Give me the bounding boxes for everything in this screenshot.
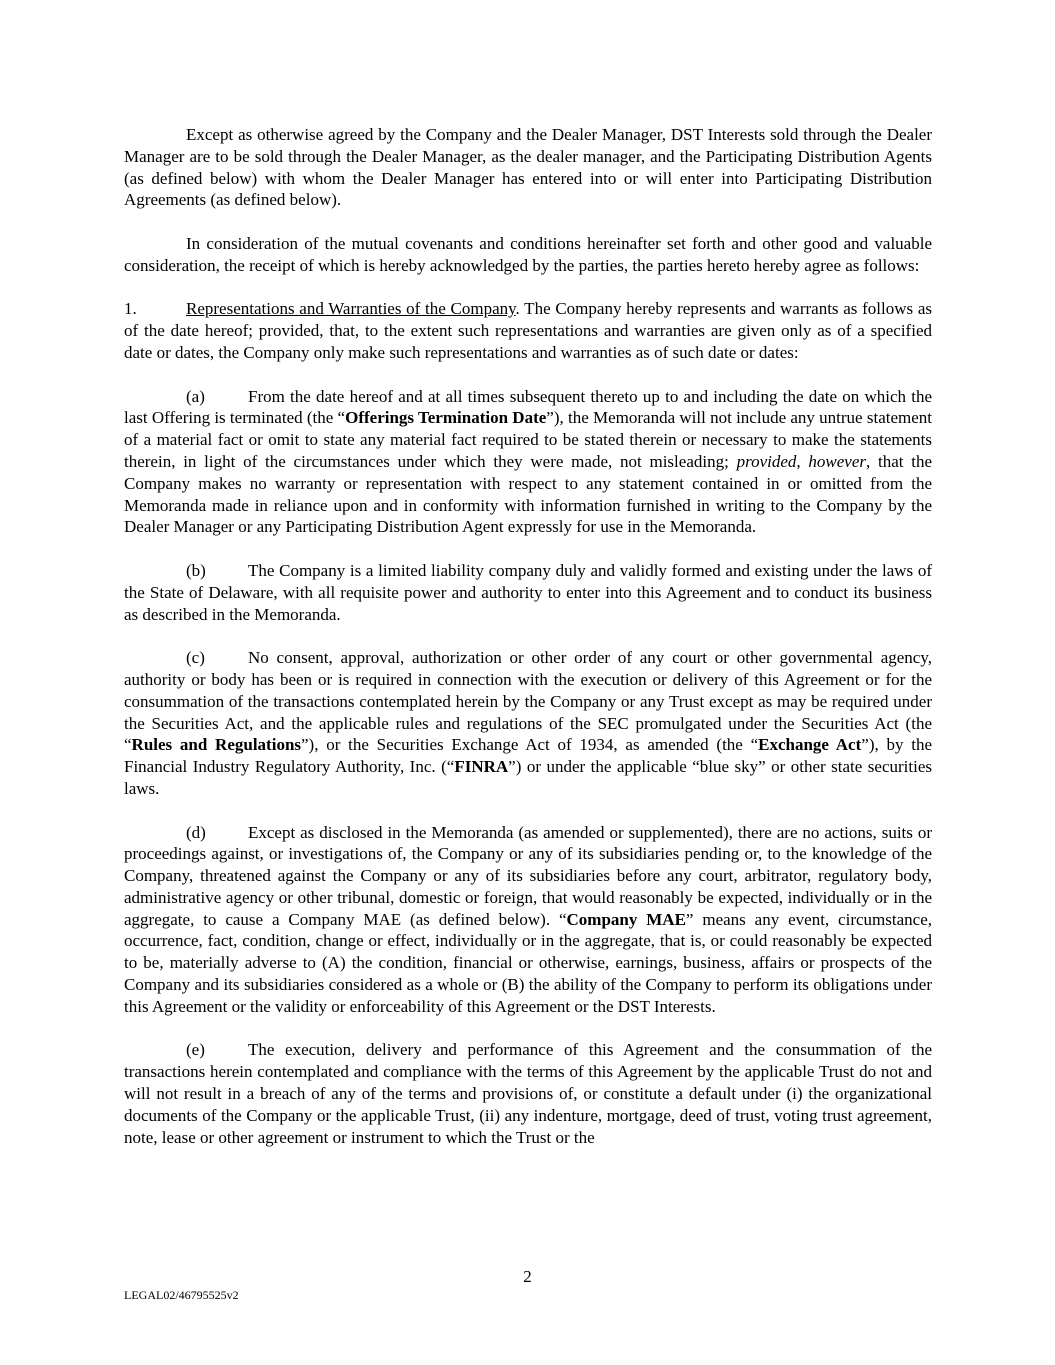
page-number: 2 <box>523 1267 532 1286</box>
defined-term: Exchange Act <box>758 735 862 755</box>
intro-paragraph: Except as otherwise agreed by the Company and the Dealer Manager, DST Interests sold through the Dealer Manager are to be sold through the Dealer Manager, as the dealer manager, and the Participating Distribution Agents (as defined below) with whom the Dealer Manager has entered into or will enter into Participating Distribution Agreements (as defined below). <box>124 125 932 210</box>
consideration-paragraph: In consideration of the mutual covenants and conditions hereinafter set forth and other good and valuable consideration, the receipt of which is hereby acknowledged by the parties, the parties hereto hereby agree as follows: <box>124 233 932 275</box>
clause-text: The execution, delivery and performance of this Agreement and the consummation of the transactions herein contemplated and compliance with the terms of this Agreement by the applicable Trust do not and will not result in a breach of any of the terms and provisions of, or constitute a default under (i) the organizational documents of the Company or the applicable Trust, (ii) any indenture, mortgage, deed of trust, voting trust agreement, note, lease or other agreement or instrument to which the Trust or the <box>124 1040 932 1147</box>
clause-d <box>124 822 932 1018</box>
defined-term: Company MAE <box>566 909 686 929</box>
document-id: LEGAL02/46795525v2 <box>124 1288 239 1302</box>
clause-c <box>124 647 932 800</box>
clause-b <box>124 560 932 625</box>
clause-text: ”), or the Securities Exchange Act of 1934, as amended (the “ <box>301 735 759 755</box>
clause-a <box>124 386 932 539</box>
clause-text: , that the Company makes no warranty or representation with respect to any statement contained in or omitted from the Memoranda made in reliance upon and in conformity with information furnished in writing to the Company by the Dealer Manager or any Participating Distribution Agent expressly for use in the Memoranda. <box>124 451 933 537</box>
defined-term: Rules and Regulations <box>131 735 302 755</box>
clause-text: No consent, approval, authorization or other order of any court or other governmental agency, authority or body has been or is required in connection with the execution or delivery of this Agreement or for the consummation of the transactions contemplated herein by the Company or any Trust except as may be required under the Securities Act, and the applicable rules and regulations of the SEC promulgated under the Securities Act (the “ <box>124 648 932 755</box>
clause-text: ” means any event, circumstance, occurrence, fact, condition, change or effect, individually or in the aggregate, that is, or could reasonably be expected to be, materially adverse to (A) the condition, financial or otherwise, earnings, business, affairs or prospects of the Company and its subsidiaries considered as a whole or (B) the ability of the Company to perform its obligations under this Agreement or the validity or enforceability of this Agreement or the DST Interests. <box>124 909 932 1016</box>
section-text: . The Company hereby represents and warrants as follows as of the date hereof; provided, that, to the extent such representations and warranties are given only as of a specified date or dates, the Company only make such representations and warranties as of such date or dates: <box>124 299 932 362</box>
document-page <box>124 124 932 1148</box>
clause-label: (e) <box>186 1040 205 1060</box>
clause-text: Except as disclosed in the Memoranda (as amended or supplemented), there are no actions, suits or proceedings against, or investigations of, the Company or any of its subsidiaries pending or, to the knowledge of the Company, threatened against the Company or any of its subsidiaries before any court, arbitrator, regulatory body, administrative agency or other tribunal, domestic or foreign, that would reasonably be expected, individually or in the aggregate, to cause a Company MAE (as defined below). “ <box>124 822 932 929</box>
italic-term: provided, however <box>736 451 866 471</box>
clause-text: ”) or under the applicable “blue sky” or other state securities laws. <box>124 757 932 798</box>
clause-text: ”), by the Financial Industry Regulatory Authority, Inc. (“ <box>124 735 932 777</box>
clause-label: (b) <box>186 560 206 580</box>
clause-label: (a) <box>186 386 205 406</box>
section-heading: Representations and Warranties of the Company <box>186 299 516 319</box>
clause-text: From the date hereof and at all times subsequent thereto up to and including the date on which the last Offering is terminated (the “ <box>124 386 932 428</box>
defined-term: FINRA <box>454 757 509 777</box>
clause-label: (d) <box>186 822 206 842</box>
clause-text: ”), the Memoranda will not include any untrue statement of a material fact or omit to state any material fact required to be stated therein or necessary to make the statements therein, in light of the circumstances under which they were made, not misleading; <box>124 408 933 471</box>
section-1-paragraph <box>124 298 932 363</box>
section-number: 1. <box>124 299 137 319</box>
clause-e <box>124 1039 932 1148</box>
clause-label: (c) <box>186 648 205 668</box>
clause-text: The Company is a limited liability company duly and validly formed and existing under the laws of the State of Delaware, with all requisite power and authority to enter into this Agreement and to conduct its business as described in the Memoranda. <box>124 560 932 624</box>
defined-term: Offerings Termination Date <box>345 408 547 428</box>
